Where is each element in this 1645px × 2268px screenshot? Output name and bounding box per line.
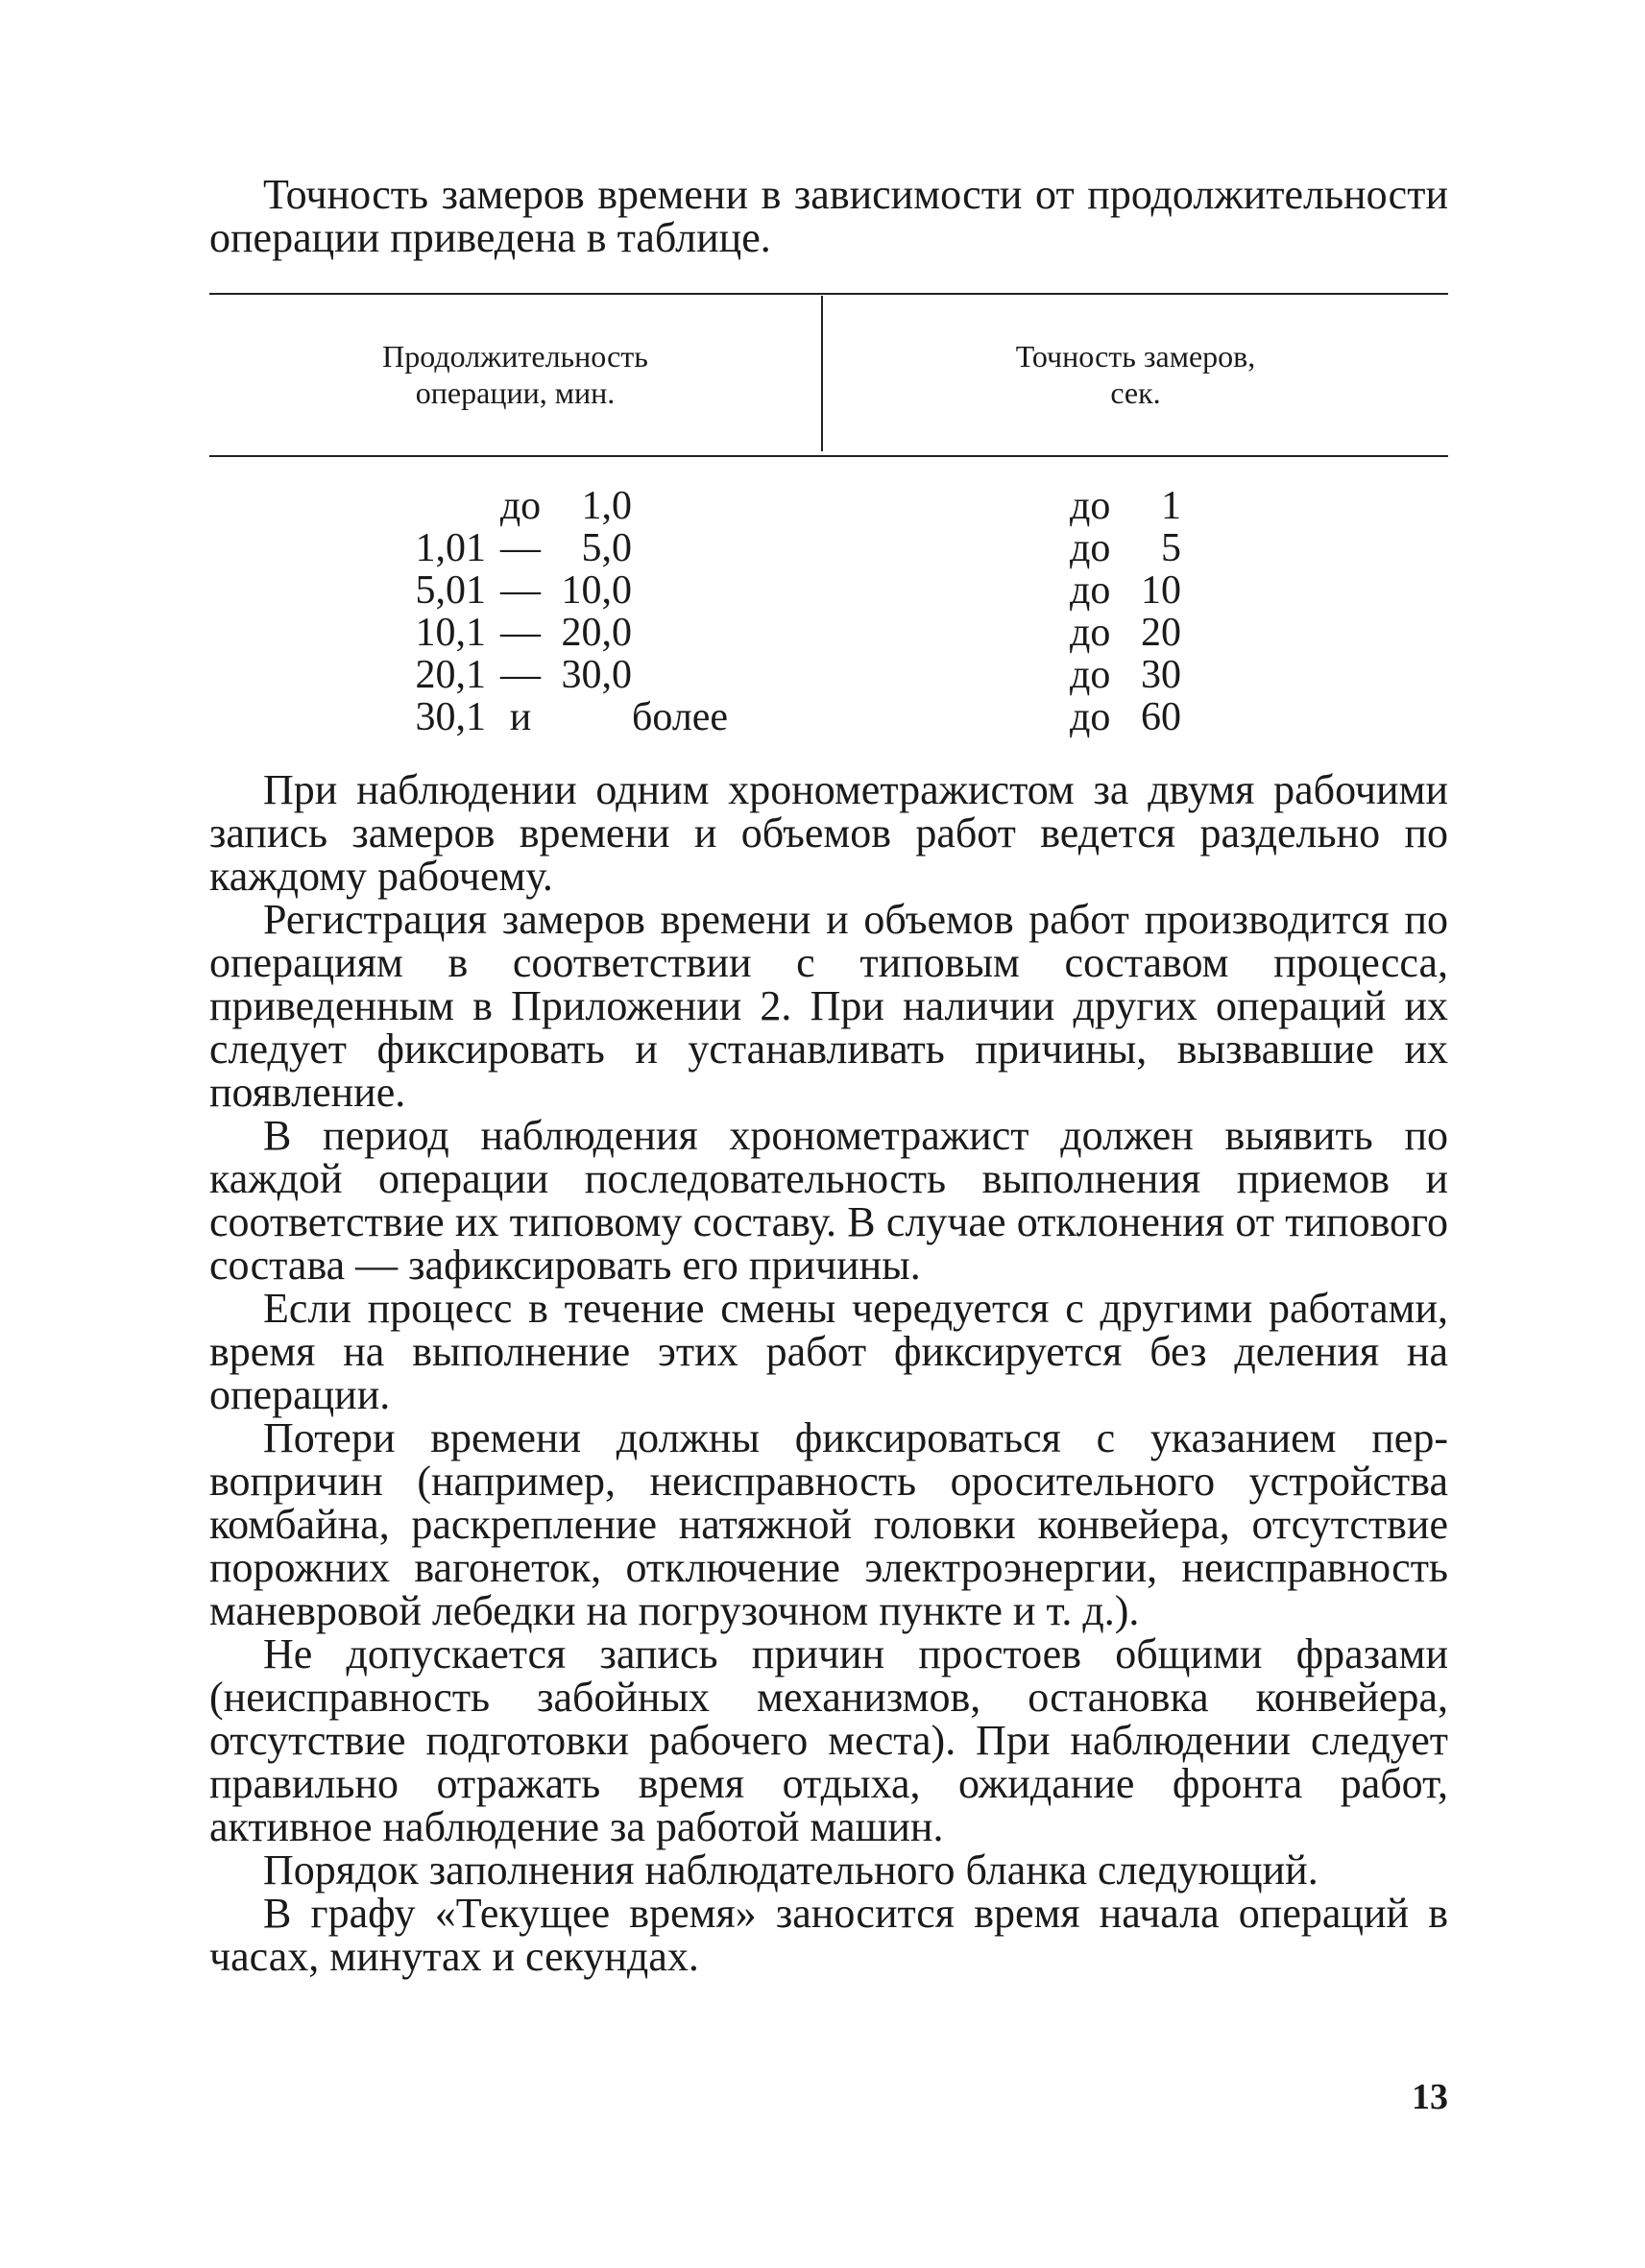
duration-from: 5,01 xyxy=(415,568,486,613)
duration-separator: — xyxy=(500,526,541,570)
duration-from: 1,01 xyxy=(415,526,486,570)
duration-to: 30,0 xyxy=(561,653,632,697)
table-row xyxy=(209,527,1448,569)
accuracy-prefix: до xyxy=(1070,695,1111,739)
paragraph: В период наблюдения хронометражист должен выявить по каждой операции последовательность выполнения приемов и соответствие их типовому составу. В случае отклонения от типового состава — зафиксировать его причины. xyxy=(209,1112,1448,1289)
accuracy-value: 20 xyxy=(1141,611,1181,655)
paragraph: Регистрация замеров времени и объемов работ производится по операциям в соответствии с типовым составом процесса, приведенным в Приложении 2. При наличии других операций их следует фиксировать и устанавливать причины, вызвавшие их появление. xyxy=(209,896,1448,1116)
accuracy-value: 60 xyxy=(1141,695,1181,739)
table-body xyxy=(209,485,1448,738)
duration-separator: — xyxy=(500,611,541,655)
table-header-duration xyxy=(209,338,821,411)
accuracy-cell xyxy=(1070,569,1262,612)
duration-separator: — xyxy=(500,653,541,697)
intro-paragraph: Точность замеров времени в зависимости от продолжительности операции приведена в таблице. xyxy=(209,171,1448,261)
table-row xyxy=(209,612,1448,654)
accuracy-cell xyxy=(1070,696,1262,738)
accuracy-cell xyxy=(1070,654,1262,696)
table-header-rule xyxy=(209,455,1448,457)
accuracy-prefix: до xyxy=(1070,526,1111,570)
table-top-rule xyxy=(209,293,1448,295)
table-header-duration-line1: Продолжительность xyxy=(382,339,648,374)
duration-separator: до xyxy=(499,484,542,528)
duration-to: 20,0 xyxy=(561,611,632,655)
duration-cell xyxy=(382,696,837,738)
duration-separator: — xyxy=(500,568,541,613)
table-header-accuracy-line2: сек. xyxy=(1110,375,1161,410)
table-row xyxy=(209,696,1448,738)
duration-to: 5,0 xyxy=(581,526,632,570)
accuracy-cell xyxy=(1070,612,1262,654)
paragraph: Потери времени должны фиксироваться с указанием первопричин (например, неисправность оросительного устройства комбайна, раскрепление натяжной головки конвейера, отсутствие порожних вагонеток, отключение электроэнергии, неисправность маневровой лебедки на погрузочном пункте и т. д.). xyxy=(209,1414,1448,1634)
duration-cell xyxy=(382,485,837,527)
paragraph: Если процесс в течение смены чередуется с другими работами, время на выполнение этих работ фиксируется без деления на операции. xyxy=(209,1285,1448,1418)
duration-to: 10,0 xyxy=(561,568,632,613)
duration-cell xyxy=(382,654,837,696)
paragraph: Не допускается запись причин простоев общими фразами (неисправность забойных механизмов, остановка конвейера, отсутствие подготовки рабочего места). При наблюдении следует правильно отражать время отдыха, ожидание фронта работ, активное наблюдение за работой машин. xyxy=(209,1630,1448,1850)
duration-cell xyxy=(382,569,837,612)
table-row xyxy=(209,485,1448,527)
duration-from: 30,1 xyxy=(415,695,486,739)
duration-tail: более xyxy=(632,695,729,739)
table-header-accuracy-line1: Точность замеров, xyxy=(1015,339,1256,374)
table-row xyxy=(209,654,1448,696)
accuracy-cell xyxy=(1070,485,1262,527)
paragraph: В графу «Текущее время» заносится время начала операций в часах, минутах и секундах. xyxy=(209,1890,1448,1980)
duration-from: 20,1 xyxy=(415,653,486,697)
duration-separator: и xyxy=(509,695,532,739)
table-header-accuracy xyxy=(823,338,1448,411)
duration-cell xyxy=(382,527,837,569)
accuracy-value: 10 xyxy=(1141,568,1181,613)
accuracy-cell xyxy=(1070,527,1262,569)
accuracy-value: 30 xyxy=(1141,653,1181,697)
duration-to: 1,0 xyxy=(581,484,632,528)
table-header-duration-line2: операции, мин. xyxy=(415,375,616,410)
accuracy-value: 1 xyxy=(1161,484,1181,528)
accuracy-value: 5 xyxy=(1161,526,1181,570)
body-text xyxy=(209,768,1448,1978)
page-number: 13 xyxy=(1412,2077,1448,2117)
paragraph: При наблюдении одним хронометражистом за двумя рабочими запись замеров времени и объемов работ ведется раздельно по каждому рабочему. xyxy=(209,766,1448,900)
table-row xyxy=(209,569,1448,612)
accuracy-prefix: до xyxy=(1070,484,1111,528)
accuracy-prefix: до xyxy=(1070,611,1111,655)
duration-cell xyxy=(382,612,837,654)
accuracy-prefix: до xyxy=(1070,568,1111,613)
paragraph: Порядок заполнения наблюдательного бланка следующий. xyxy=(263,1846,1318,1894)
duration-from: 10,1 xyxy=(415,611,486,655)
accuracy-prefix: до xyxy=(1070,653,1111,697)
